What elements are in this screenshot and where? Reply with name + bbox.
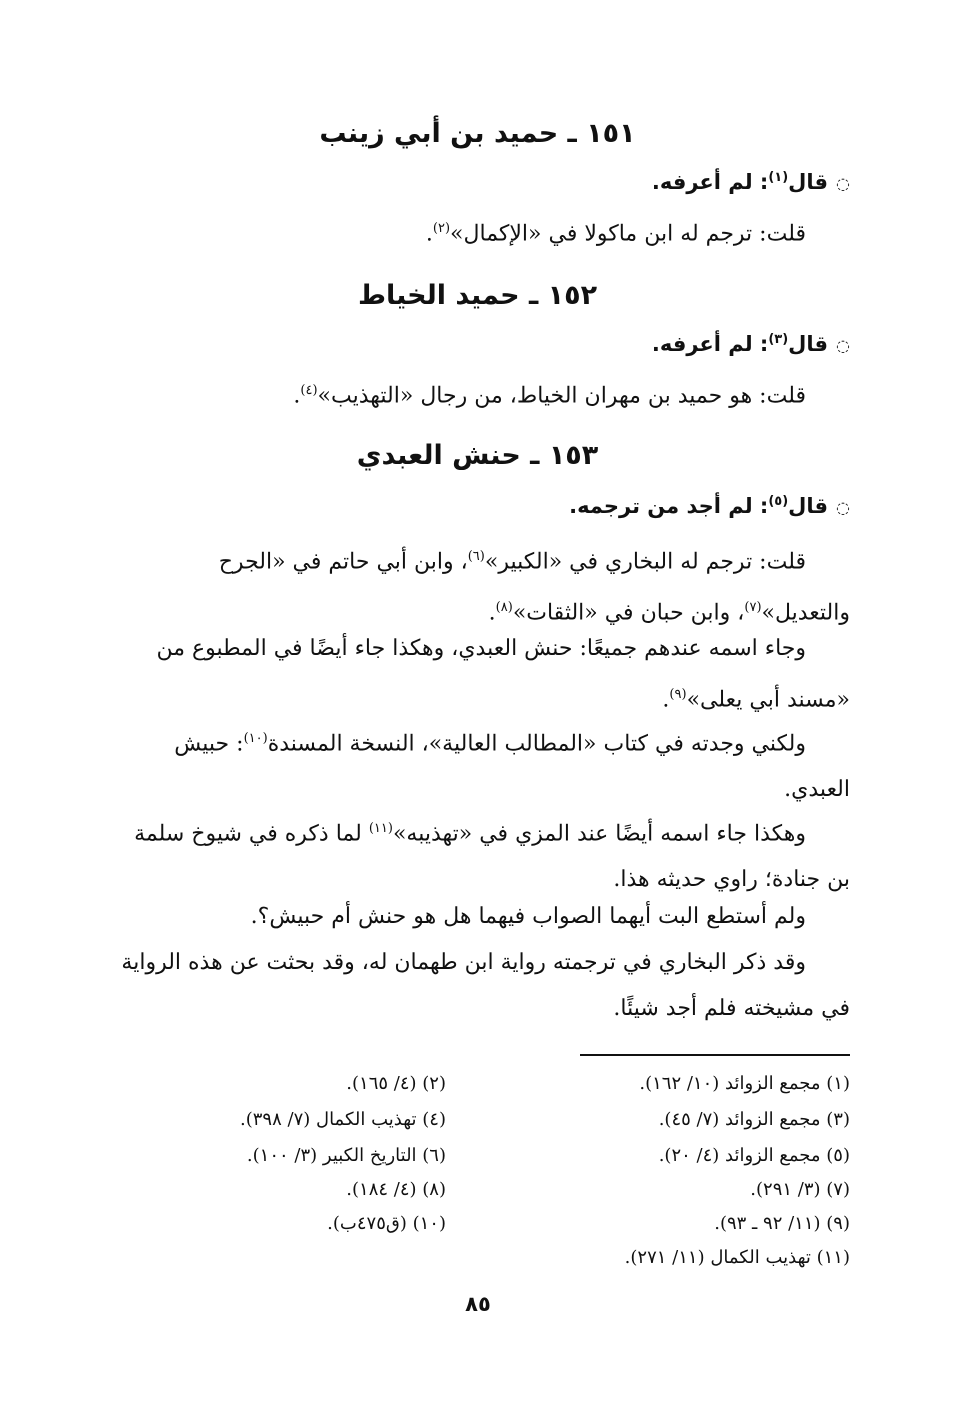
said-word: قال bbox=[788, 332, 829, 356]
footnote-item: (٢) (٤/ ١٦٥). bbox=[346, 1073, 446, 1094]
footnote-item: (٤) تهذيب الكمال (٧/ ٣٩٨). bbox=[240, 1109, 446, 1130]
footnote-item: (١١) تهذيب الكمال (١١/ ٢٧١). bbox=[624, 1247, 850, 1268]
paragraph-text: : حبيش العبدي. bbox=[174, 731, 850, 803]
paragraph-text: وجاء اسمه عندهم جميعًا: حنش العبدي، وهكذا جاء أيضًا في المطبوع من «مسند أبي يعلى» bbox=[156, 636, 850, 713]
paragraph bbox=[105, 534, 850, 637]
footnote-ref[interactable]: (١) bbox=[768, 170, 789, 185]
footnote-item: (٩) (١١/ ٩٢ ـ ٩٣). bbox=[714, 1213, 850, 1234]
said-word: قال bbox=[788, 494, 829, 518]
punctuation: . bbox=[293, 383, 301, 409]
said-line-151 bbox=[105, 170, 850, 194]
paragraph-text: لما ذكره في شيوخ سلمة بن جنادة؛ راوي حديثه هذا. bbox=[134, 821, 850, 893]
circle-marker-icon: ◌ bbox=[836, 498, 850, 517]
circle-marker-icon: ◌ bbox=[836, 336, 850, 355]
circle-marker-icon: ◌ bbox=[836, 174, 850, 193]
footnote-ref[interactable]: (١١) bbox=[368, 821, 393, 836]
footnote-ref[interactable]: (٧) bbox=[744, 600, 762, 616]
punctuation: . bbox=[425, 221, 433, 247]
paragraph bbox=[105, 894, 850, 940]
paragraph-text: قلت: ترجم له البخاري في «الكبير» bbox=[484, 549, 806, 575]
paragraph-text: وقد ذكر البخاري في ترجمته رواية ابن طهمان له، وقد بحثت عن هذه الرواية في مشيخته فلم أجد شيئًا. bbox=[121, 950, 850, 1021]
entry-title-151: ١٥١ ـ حميد بن أبي زينب bbox=[319, 118, 636, 149]
footnote-item: (٣) مجمع الزوائد (٧/ ٤٥). bbox=[658, 1109, 850, 1130]
punctuation: . bbox=[662, 687, 670, 713]
paragraph bbox=[105, 716, 850, 813]
footnote-item: (٨) (٤/ ١٨٤). bbox=[346, 1179, 446, 1200]
footnote-item: (٧) (٣/ ٢٩١). bbox=[750, 1179, 850, 1200]
footnote-ref[interactable]: (٩) bbox=[669, 687, 687, 702]
entry-title-152: ١٥٢ ـ حميد الخياط bbox=[357, 280, 598, 311]
paragraph-text: وهكذا جاء اسمه أيضًا عند المزي في «تهذيبه» bbox=[392, 821, 806, 847]
said-text: : لم أعرفه. bbox=[651, 170, 769, 194]
said-word: قال bbox=[788, 170, 829, 194]
punctuation: . bbox=[488, 600, 496, 626]
said-line-153 bbox=[105, 494, 850, 518]
footnote-item: (٦) التاريخ الكبير (٣/ ١٠٠). bbox=[246, 1145, 446, 1166]
footnote-ref[interactable]: (٨) bbox=[495, 600, 513, 616]
footnote-ref[interactable]: (٢) bbox=[432, 221, 451, 236]
paragraph-text: قلت: ترجم له ابن ماكولا في «الإكمال» bbox=[450, 221, 806, 247]
paragraph-text: ولم أستطع البت أيهما الصواب فيهما هل هو حنش أم حبيش؟. bbox=[250, 904, 806, 929]
footnote-ref[interactable]: (٣) bbox=[768, 332, 789, 347]
paragraph bbox=[105, 368, 850, 419]
footnote-separator bbox=[580, 1054, 850, 1056]
entry-title-153: ١٥٣ ـ حنش العبدي bbox=[356, 440, 599, 471]
footnote-ref[interactable]: (٦) bbox=[467, 549, 485, 564]
said-text: : لم أجد من ترجمه. bbox=[569, 494, 769, 518]
footnote-ref[interactable]: (٥) bbox=[768, 494, 789, 509]
paragraph bbox=[105, 940, 850, 1032]
said-text: : لم أعرفه. bbox=[651, 332, 769, 356]
paragraph bbox=[105, 206, 850, 257]
footnote-item: (١٠) (ق٤٧٥ب). bbox=[327, 1213, 446, 1234]
footnote-ref[interactable]: (١٠) bbox=[243, 731, 268, 746]
page-number: ٨٥ bbox=[465, 1292, 491, 1316]
paragraph-text: ولكني وجدته في كتاب «المطالب العالية»، النسخة المسندة bbox=[267, 731, 806, 757]
footnote-item: (٥) مجمع الزوائد (٤/ ٢٠). bbox=[658, 1145, 850, 1166]
paragraph-text: قلت: هو حميد بن مهران الخياط، من رجال «التهذيب» bbox=[317, 383, 806, 409]
footnote-item: (١) مجمع الزوائد (١٠/ ١٦٢). bbox=[639, 1073, 850, 1094]
paragraph bbox=[105, 806, 850, 903]
said-line-152 bbox=[105, 332, 850, 356]
paragraph bbox=[105, 626, 850, 723]
footnote-ref[interactable]: (٤) bbox=[300, 383, 318, 398]
paragraph-text: ، وابن حبان في «الثقات» bbox=[512, 600, 745, 626]
paragraph-text: ، وابن أبي حاتم في «الجرح والتعديل» bbox=[218, 549, 850, 626]
